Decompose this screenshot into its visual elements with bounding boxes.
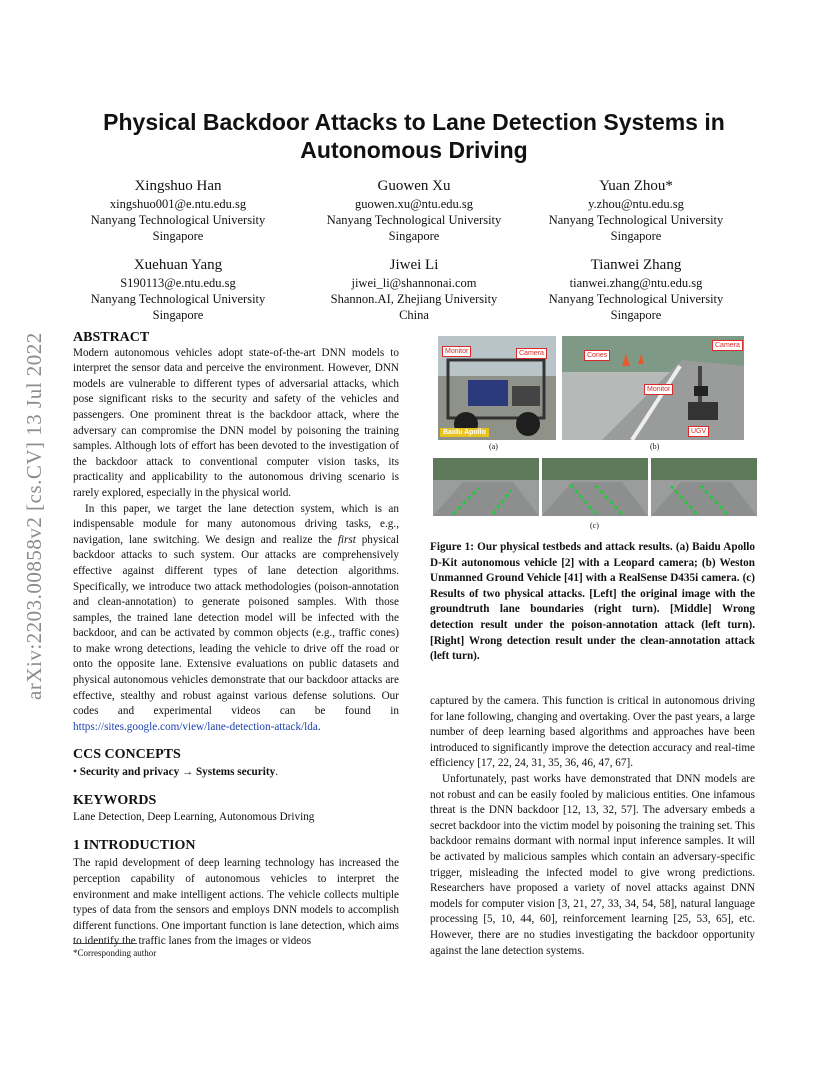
subfigure-label-c: (c): [590, 521, 599, 530]
author-email: xingshuo001@e.ntu.edu.sg: [109, 197, 247, 211]
title-line-2: Autonomous Driving: [300, 137, 528, 163]
author-affiliation: Nanyang Technological University: [90, 292, 266, 306]
author-email: guowen.xu@ntu.edu.sg: [354, 197, 474, 211]
abstract-heading: ABSTRACT: [73, 330, 150, 345]
author-email: jiwei_li@shannonai.com: [351, 276, 477, 290]
right-column: [430, 694, 755, 959]
title-line-1: Physical Backdoor Attacks to Lane Detection Systems in: [103, 109, 725, 135]
author-affiliation: Nanyang Technological University: [90, 213, 266, 227]
abstract-text: physical backdoor attacks to such system. Our attacks are comprehensively effective against different types of lane detection algorithms. Specifically, we introduce two attack methodologies (poison-annotation and clean-annotation) to generate poisoned samples. With those samples, the trained lane detection model will be infected with the backdoor, and can be activated by common objects (e.g., traffic cones) to make wrong detections, leading the vehicle to drive off the road or onto the opposite lane. Extensive evaluations on public datasets and physical autonomous vehicles demonstrate that our backdoor attacks are effective, stealthy and robust against various defense solutions. Our codes and experimental videos can be found in: [73, 533, 399, 718]
ccs-heading: CCS CONCEPTS: [73, 747, 181, 763]
author-affiliation: Nanyang Technological University: [548, 213, 724, 227]
poison-annotation-result: [542, 458, 648, 516]
ccs-concepts: [73, 765, 399, 781]
author-name: Tianwei Zhang: [590, 257, 682, 273]
abstract-paragraph-2: [73, 502, 399, 736]
abstract-paragraph-1: Modern autonomous vehicles adopt state-of-the-art DNN models to interpret the sensor data and perceive the environment. However, DNN models are vulnerable to different types of adversarial attacks, which pose significant risks to the security and safety of the vehicles and passengers. One prominent threat is the backdoor attack, where the adversary can compromise the DNN model by poisoning the training samples. Although lots of effort has been devoted to the investigation of the backdoor attack to conventional computer vision tasks, its practicality and applicability to the autonomous driving scenario is rarely explored, especially in the physical world.: [73, 346, 399, 499]
introduction-paragraph-1: The rapid development of deep learning technology has increased the perception capability of autonomous vehicles to interpret the environment and make intelligent actions. The vehicle collects multiple types of data from the sensors and employs DNN models to accomplish different functions. One important function is lane detection, which aims to identify the traffic lanes from the images or videos: [73, 857, 399, 948]
figure-1c-clean-annotation: [651, 458, 757, 516]
author-block: [68, 176, 288, 244]
bullet: •: [73, 766, 77, 779]
author-affiliation: Shannon.AI, Zhejiang University: [330, 292, 498, 306]
introduction-paragraph-3: Unfortunately, past works have demonstrated that DNN models are not robust and can be easily fooled by malicious entities. One infamous threat is the DNN backdoor [12, 13, 32, 57]. The adversary embeds a secret backdoor into the victim model by poisoning the training set. This backdoor remains dormant with normal input inference samples. It will be activated by malicious samples which contain an adversary-specific trigger, misleading the infected model to give wrong predictions. Researchers have proposed a variety of novel attacks against DNN models for computer vision [3, 21, 27, 33, 34, 54, 58], natural language processing [5, 10, 44, 60], reinforcement learning [25, 53, 65], etc. However, there are no studies investigating the backdoor opportunity against the lane detection systems.: [430, 772, 755, 957]
author-name: Jiwei Li: [389, 257, 439, 273]
author-country: Singapore: [152, 229, 204, 243]
introduction-paragraph-2: captured by the camera. This function is critical in autonomous driving for lane following, changing and overtaking. Over the past years, a large number of deep learning based algorithms and approaches have been introduced to significantly improve the detection accuracy and real-time efficiency [17, 22, 24, 31, 35, 36, 46, 47, 67].: [430, 695, 755, 770]
author-block: [304, 255, 524, 323]
groundtruth-lane-result: [433, 458, 539, 516]
tag-vehicle: UGV: [688, 426, 709, 437]
author-block: [68, 255, 288, 323]
figure-1a-photo: [438, 336, 556, 440]
author-country: China: [399, 308, 429, 322]
tag-camera: Camera: [516, 348, 547, 359]
author-affiliation: Nanyang Technological University: [326, 213, 502, 227]
ccs-concept-text: Security and privacy → Systems security: [79, 766, 276, 779]
figure-caption: Figure 1: Our physical testbeds and attack results. (a) Baidu Apollo D-Kit autonomous vehicle [2] with a Leopard camera; (b) Weston Unmanned Ground Vehicle [41] with a RealSense D435i camera. (c) Results of two physical attacks. [Left] the original image with the groundtruth lane boundaries (right turn). [Middle] Wrong detection result under the poison-annotation attack (left turn). [Right] Wrong detection result under the clean-annotation attack (left turn).: [430, 541, 755, 663]
keywords-heading: KEYWORDS: [73, 792, 157, 808]
arxiv-identifier: arXiv:2203.00858v2 [cs.CV] 13 Jul 2022: [22, 332, 46, 700]
tag-cones: Cones: [584, 350, 610, 361]
author-country: Singapore: [610, 308, 662, 322]
author-email: tianwei.zhang@ntu.edu.sg: [569, 276, 703, 290]
author-email: y.zhou@ntu.edu.sg: [588, 197, 684, 211]
introduction-heading: 1 INTRODUCTION: [73, 837, 196, 853]
figure-1b-photo: [562, 336, 744, 440]
ccs-text-end: .: [275, 766, 278, 779]
paper-title: [90, 108, 738, 164]
author-country: Singapore: [610, 229, 662, 243]
keywords-text: Lane Detection, Deep Learning, Autonomous Driving: [73, 811, 315, 824]
abstract-emphasis: first: [337, 533, 356, 546]
author-country: Singapore: [388, 229, 440, 243]
project-link[interactable]: https://sites.google.com/view/lane-detection-attack/lda: [73, 720, 318, 733]
author-block: [304, 176, 524, 244]
subfigure-label-b: (b): [650, 442, 660, 451]
author-name: Xingshuo Han: [134, 178, 222, 194]
author-email: S190113@e.ntu.edu.sg: [120, 276, 236, 290]
abstract-text: In this paper, we target the lane detection system, which is an indispensable module for many autonomous driving tasks, e.g., navigation, lane switching. We design and realize the: [73, 502, 399, 546]
tag-monitor: Monitor: [644, 384, 673, 395]
tag-camera: Camera: [712, 340, 743, 351]
tag-monitor: Monitor: [442, 346, 471, 357]
author-name: Guowen Xu: [377, 178, 451, 194]
clean-annotation-result: [651, 458, 757, 516]
author-name: Xuehuan Yang: [133, 257, 223, 273]
author-block: [526, 255, 746, 323]
abstract-text: .: [317, 720, 321, 733]
tag-vehicle: Baidu Apollo: [440, 428, 489, 437]
author-block: [526, 176, 746, 244]
left-column: [73, 330, 399, 950]
author-name: Yuan Zhou*: [599, 178, 673, 194]
figure-1c-poison-annotation: [542, 458, 648, 516]
figure-1c-original: [433, 458, 539, 516]
author-country: Singapore: [152, 308, 204, 322]
subfigure-label-a: (a): [489, 442, 498, 451]
footnote: *Corresponding author: [73, 948, 157, 958]
footnote-rule: [73, 943, 137, 944]
author-affiliation: Nanyang Technological University: [548, 292, 724, 306]
